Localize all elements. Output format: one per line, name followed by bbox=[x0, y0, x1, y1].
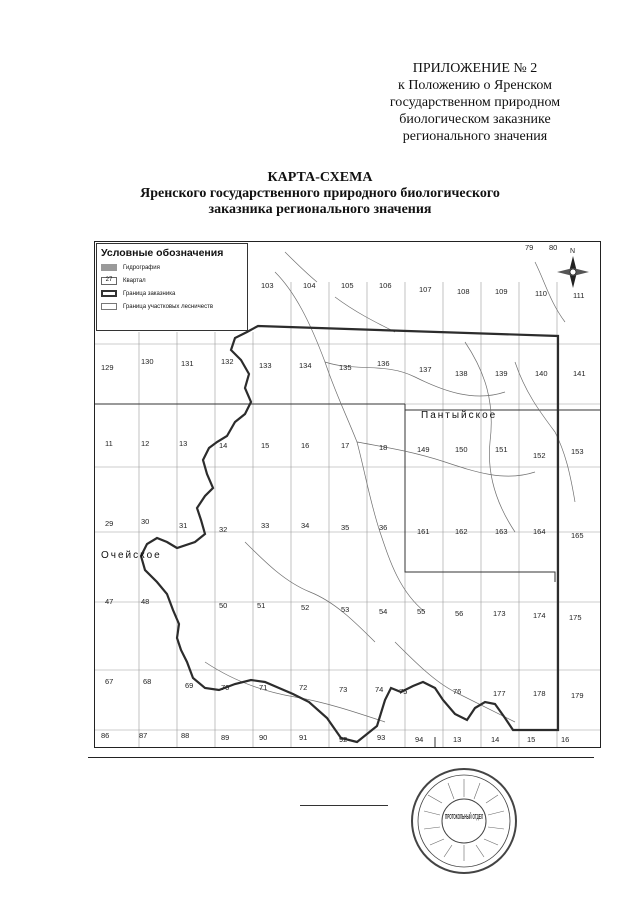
appendix-line: к Положению о Яренском bbox=[398, 78, 552, 93]
legend-item-label: Граница заказника bbox=[123, 290, 176, 297]
legend-item-label: Квартал bbox=[123, 277, 146, 284]
quarter-label: 104 bbox=[303, 281, 316, 290]
quarter-label: 36 bbox=[379, 523, 388, 532]
quarter-label: 105 bbox=[341, 281, 354, 290]
quarter-label: 164 bbox=[533, 527, 546, 536]
quarter-label: 89 bbox=[221, 733, 230, 742]
quarter-label: 153 bbox=[571, 447, 584, 456]
quarter-label: 137 bbox=[419, 365, 432, 374]
quarter-label: 75 bbox=[399, 687, 408, 696]
quarter-label: 161 bbox=[417, 527, 430, 536]
quarter-label: 16 bbox=[561, 735, 570, 744]
legend-title: Условные обозначения bbox=[101, 247, 224, 259]
compass-north-label: N bbox=[570, 248, 576, 255]
quarter-label: 178 bbox=[533, 689, 546, 698]
quarter-label: 30 bbox=[141, 517, 150, 526]
quarter-label: 135 bbox=[339, 363, 352, 372]
quarter-label: 163 bbox=[495, 527, 508, 536]
divider bbox=[88, 757, 594, 758]
quarter-label: 54 bbox=[379, 607, 388, 616]
quarter-label: 51 bbox=[257, 601, 266, 610]
quarter-label: 13 bbox=[453, 735, 462, 744]
quarter-label: 152 bbox=[533, 451, 546, 460]
quarter-label: 13 bbox=[179, 439, 188, 448]
legend-item-forestry-border bbox=[101, 301, 247, 312]
quarter-label: 12 bbox=[141, 439, 150, 448]
quarter-label: 132 bbox=[221, 357, 234, 366]
quarter-label: 90 bbox=[259, 733, 268, 742]
quarter-label: 130 bbox=[141, 357, 154, 366]
appendix-line: регионального значения bbox=[402, 129, 548, 144]
quarter-label: 14 bbox=[491, 735, 500, 744]
quarter-label: 86 bbox=[101, 731, 110, 740]
map-legend bbox=[96, 243, 248, 331]
quarter-label: 15 bbox=[527, 735, 536, 744]
quarter-label: 92 bbox=[339, 735, 348, 744]
reserve-border-swatch-icon bbox=[101, 290, 117, 297]
quarter-label: 107 bbox=[419, 285, 432, 294]
quarter-label: 138 bbox=[455, 369, 468, 378]
quarter-sample: 27 bbox=[101, 277, 117, 285]
quarter-label: 80 bbox=[549, 243, 558, 252]
seal-center-text: ПРОТОКОЛЬНЫЙ ОТДЕЛ bbox=[445, 814, 533, 821]
quarter-label: 31 bbox=[179, 521, 188, 530]
quarter-label: 16 bbox=[301, 441, 310, 450]
quarter-label: 109 bbox=[495, 287, 508, 296]
map bbox=[94, 241, 601, 748]
quarter-label: 14 bbox=[219, 441, 228, 450]
quarter-label: 72 bbox=[299, 683, 308, 692]
quarter-label: 134 bbox=[299, 361, 312, 370]
quarter-label: 88 bbox=[181, 731, 190, 740]
quarter-label: 47 bbox=[105, 597, 114, 606]
quarter-label: 110 bbox=[535, 289, 547, 298]
quarter-label: 73 bbox=[339, 685, 348, 694]
quarter-label: 55 bbox=[417, 607, 426, 616]
quarter-label: 141 bbox=[573, 369, 586, 378]
quarter-label: 74 bbox=[375, 685, 384, 694]
quarter-label: 29 bbox=[105, 519, 114, 528]
quarter-label: 94 bbox=[415, 735, 424, 744]
appendix-title: ПРИЛОЖЕНИЕ № 2 bbox=[412, 61, 538, 76]
quarter-label: 17 bbox=[341, 441, 350, 450]
hydrography bbox=[205, 252, 575, 722]
signature-line bbox=[300, 805, 388, 806]
forestry-border-swatch-icon bbox=[101, 303, 117, 310]
quarter-label: 139 bbox=[495, 369, 508, 378]
quarter-label: 79 bbox=[525, 243, 534, 252]
quarter-label: 11 bbox=[105, 439, 113, 448]
quarter-label: 15 bbox=[261, 441, 270, 450]
quarter-label: 108 bbox=[457, 287, 470, 296]
quarter-label: 175 bbox=[569, 613, 582, 622]
quarter-label: 91 bbox=[299, 733, 308, 742]
forestry-pantyskoe: Пантыйское bbox=[421, 410, 498, 421]
quarter-label: 69 bbox=[185, 681, 194, 690]
appendix-line: биологическом заказнике bbox=[399, 112, 551, 127]
appendix-block bbox=[360, 60, 590, 145]
quarter-label: 76 bbox=[453, 687, 462, 696]
appendix-line: государственном природном bbox=[389, 95, 561, 110]
quarter-label: 111 bbox=[573, 291, 585, 300]
quarter-label: 35 bbox=[341, 523, 350, 532]
forestry-ocheyskoe: Очейское bbox=[101, 550, 162, 561]
quarter-label: 136 bbox=[377, 359, 390, 368]
quarter-label: 48 bbox=[141, 597, 150, 606]
quarter-label: 52 bbox=[301, 603, 310, 612]
quarter-label: 133 bbox=[259, 361, 272, 370]
quarter-label: 93 bbox=[377, 733, 386, 742]
legend-item-label: Граница участковых лесничеств bbox=[123, 303, 213, 310]
quarter-label: 129 bbox=[101, 363, 114, 372]
quarter-label: 34 bbox=[301, 521, 310, 530]
quarter-label: 53 bbox=[341, 605, 350, 614]
map-subtitle-2: заказника регионального значения bbox=[208, 202, 432, 217]
legend-item-reserve-border bbox=[101, 288, 247, 299]
quarter-label: 70 bbox=[221, 683, 230, 692]
legend-item-kvartal bbox=[101, 275, 247, 286]
quarter-label: 87 bbox=[139, 731, 148, 740]
hydrography-swatch-icon bbox=[101, 264, 117, 271]
quarter-label: 103 bbox=[261, 281, 274, 290]
quarter-label: 151 bbox=[495, 445, 508, 454]
quarter-label: 131 bbox=[181, 359, 194, 368]
quarter-label: 173 bbox=[493, 609, 506, 618]
map-title: КАРТА-СХЕМА bbox=[267, 170, 373, 185]
quarter-label: 32 bbox=[219, 525, 228, 534]
quarter-label: 67 bbox=[105, 677, 114, 686]
quarter-label: 165 bbox=[571, 531, 584, 540]
legend-item-hydro bbox=[101, 262, 247, 273]
quarter-label: 149 bbox=[417, 445, 430, 454]
legend-item-label: Гидрография bbox=[123, 264, 160, 271]
quarter-label: 162 bbox=[455, 527, 468, 536]
map-subtitle: Яренского государственного природного биологического bbox=[140, 186, 500, 201]
quarter-label: 177 bbox=[493, 689, 506, 698]
quarter-label: 68 bbox=[143, 677, 152, 686]
quarter-label: 106 bbox=[379, 281, 392, 290]
compass-rose-icon bbox=[557, 248, 589, 288]
quarter-label: 18 bbox=[379, 443, 388, 452]
quarter-label: 71 bbox=[259, 683, 268, 692]
quarter-label: 33 bbox=[261, 521, 270, 530]
quarter-label: 140 bbox=[535, 369, 548, 378]
quarter-grid bbox=[95, 282, 600, 747]
quarter-label: 150 bbox=[455, 445, 468, 454]
forestry-boundary bbox=[95, 404, 600, 747]
quarter-label: 174 bbox=[533, 611, 546, 620]
quarter-label: 56 bbox=[455, 609, 464, 618]
quarter-label: 50 bbox=[219, 601, 228, 610]
official-seal-icon bbox=[408, 765, 533, 877]
quarter-label: 179 bbox=[571, 691, 584, 700]
